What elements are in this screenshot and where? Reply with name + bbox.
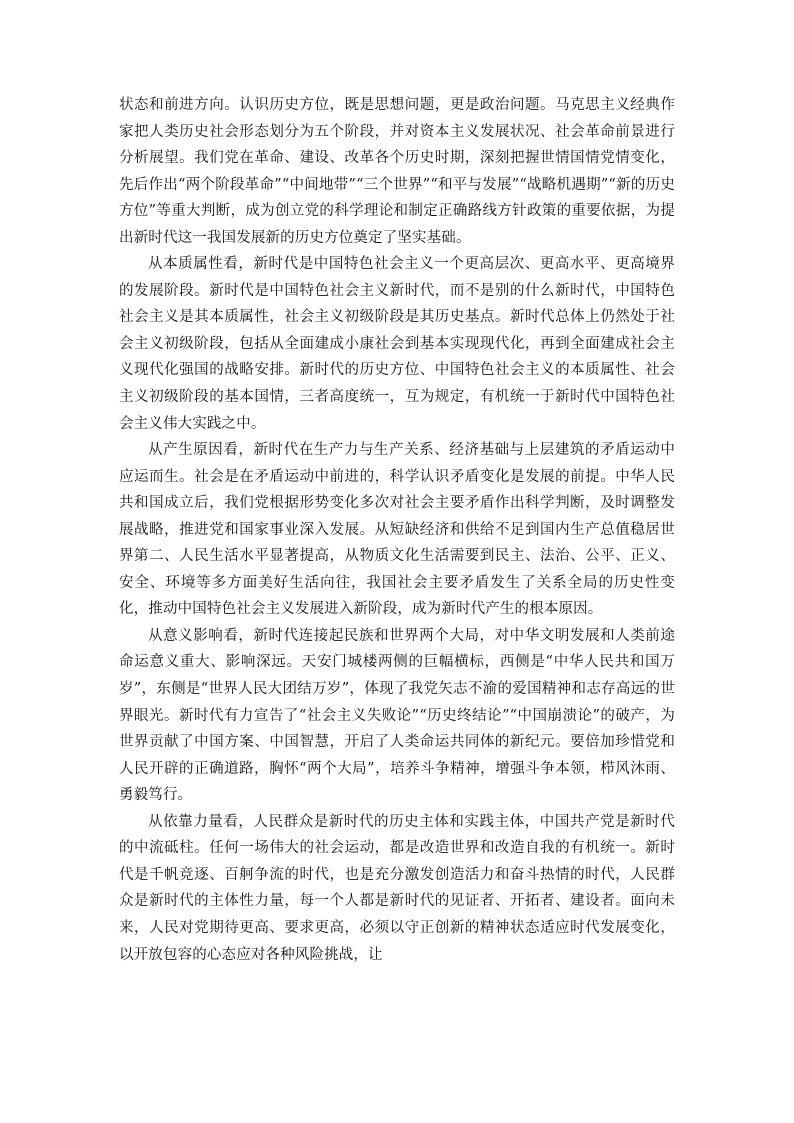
paragraph-1: 状态和前进方向。认识历史方位，既是思想问题，更是政治问题。马克思主义经典作家把人类历史社会形态划分为五个阶段，并对资本主义发展状况、社会革命前景进行分析展望。我们党在革命、建设、改革各个历史时期，深刻把握世情国情党情变化，先后作出“两个阶段革命”“中间地带”“三个世界”“和平与发展”“战略机遇期”“新的历史方位”等重大判断，成为创立党的科学理论和制定正确路线方针政策的重要依据，为提出新时代这一我国发展新的历史方位奠定了坚实基础。 [119, 97, 675, 246]
paragraph-4: 从意义影响看，新时代连接起民族和世界两个大局，对中华文明发展和人类前途命运意义重大、影响深远。天安门城楼两侧的巨幅横标，西侧是“中华人民共和国万岁”，东侧是“世界人民大团结万岁”，体现了我党矢志不渝的爱国精神和志存高远的世界眼光。新时代有力宣告了“社会主义失败论”“历史终结论”“中国崩溃论”的破产，为世界贡献了中国方案、中国智慧，开启了人类命运共同体的新纪元。要倍加珍惜党和人民开辟的正确道路，胸怀“两个大局”，培养斗争精神，增强斗争本领，栉风沐雨、勇毅笃行。 [119, 627, 675, 804]
document-body [119, 92, 675, 968]
paragraph-2: 从本质属性看，新时代是中国特色社会主义一个更高层次、更高水平、更高境界的发展阶段。新时代是中国特色社会主义新时代，而不是别的什么新时代，中国特色社会主义是其本质属性，社会主义初级阶段是其历史基点。新时代总体上仍然处于社会主义初级阶段，包括从全面建成小康社会到基本实现现代化，再到全面建成社会主义现代化强国的战略安排。新时代的历史方位、中国特色社会主义的本质属性、社会主义初级阶段的基本国情，三者高度统一，互为规定，有机统一于新时代中国特色社会主义伟大实践之中。 [119, 256, 675, 432]
paragraph-5: 从依靠力量看，人民群众是新时代的历史主体和实践主体，中国共产党是新时代的中流砥柱。任何一场伟大的社会运动，都是改造世界和改造自我的有机统一。新时代是千帆竞逐、百舸争流的时代，也是充分激发创造活力和奋斗热情的时代，人民群众是新时代的主体性力量，每一个人都是新时代的见证者、开拓者、建设者。面向未来，人民对党期待更高、要求更高，必须以守正创新的精神状态适应时代发展变化，以开放包容的心态应对各种风险挑战，让 [119, 813, 675, 963]
paragraph-3: 从产生原因看，新时代在生产力与生产关系、经济基础与上层建筑的矛盾运动中应运而生。社会是在矛盾运动中前进的，科学认识矛盾变化是发展的前提。中华人民共和国成立后，我们党根据形势变化多次对社会主要矛盾作出科学判断，及时调整发展战略，推进党和国家事业深入发展。从短缺经济和供给不足到国内生产总值稳居世界第二、人民生活水平显著提高，从物质文化生活需要到民主、法治、公平、正义、安全、环境等多方面美好生活向往，我国社会主要矛盾发生了关系全局的历史性变化，推动中国特色社会主义发展进入新阶段，成为新时代产生的根本原因。 [119, 442, 675, 618]
